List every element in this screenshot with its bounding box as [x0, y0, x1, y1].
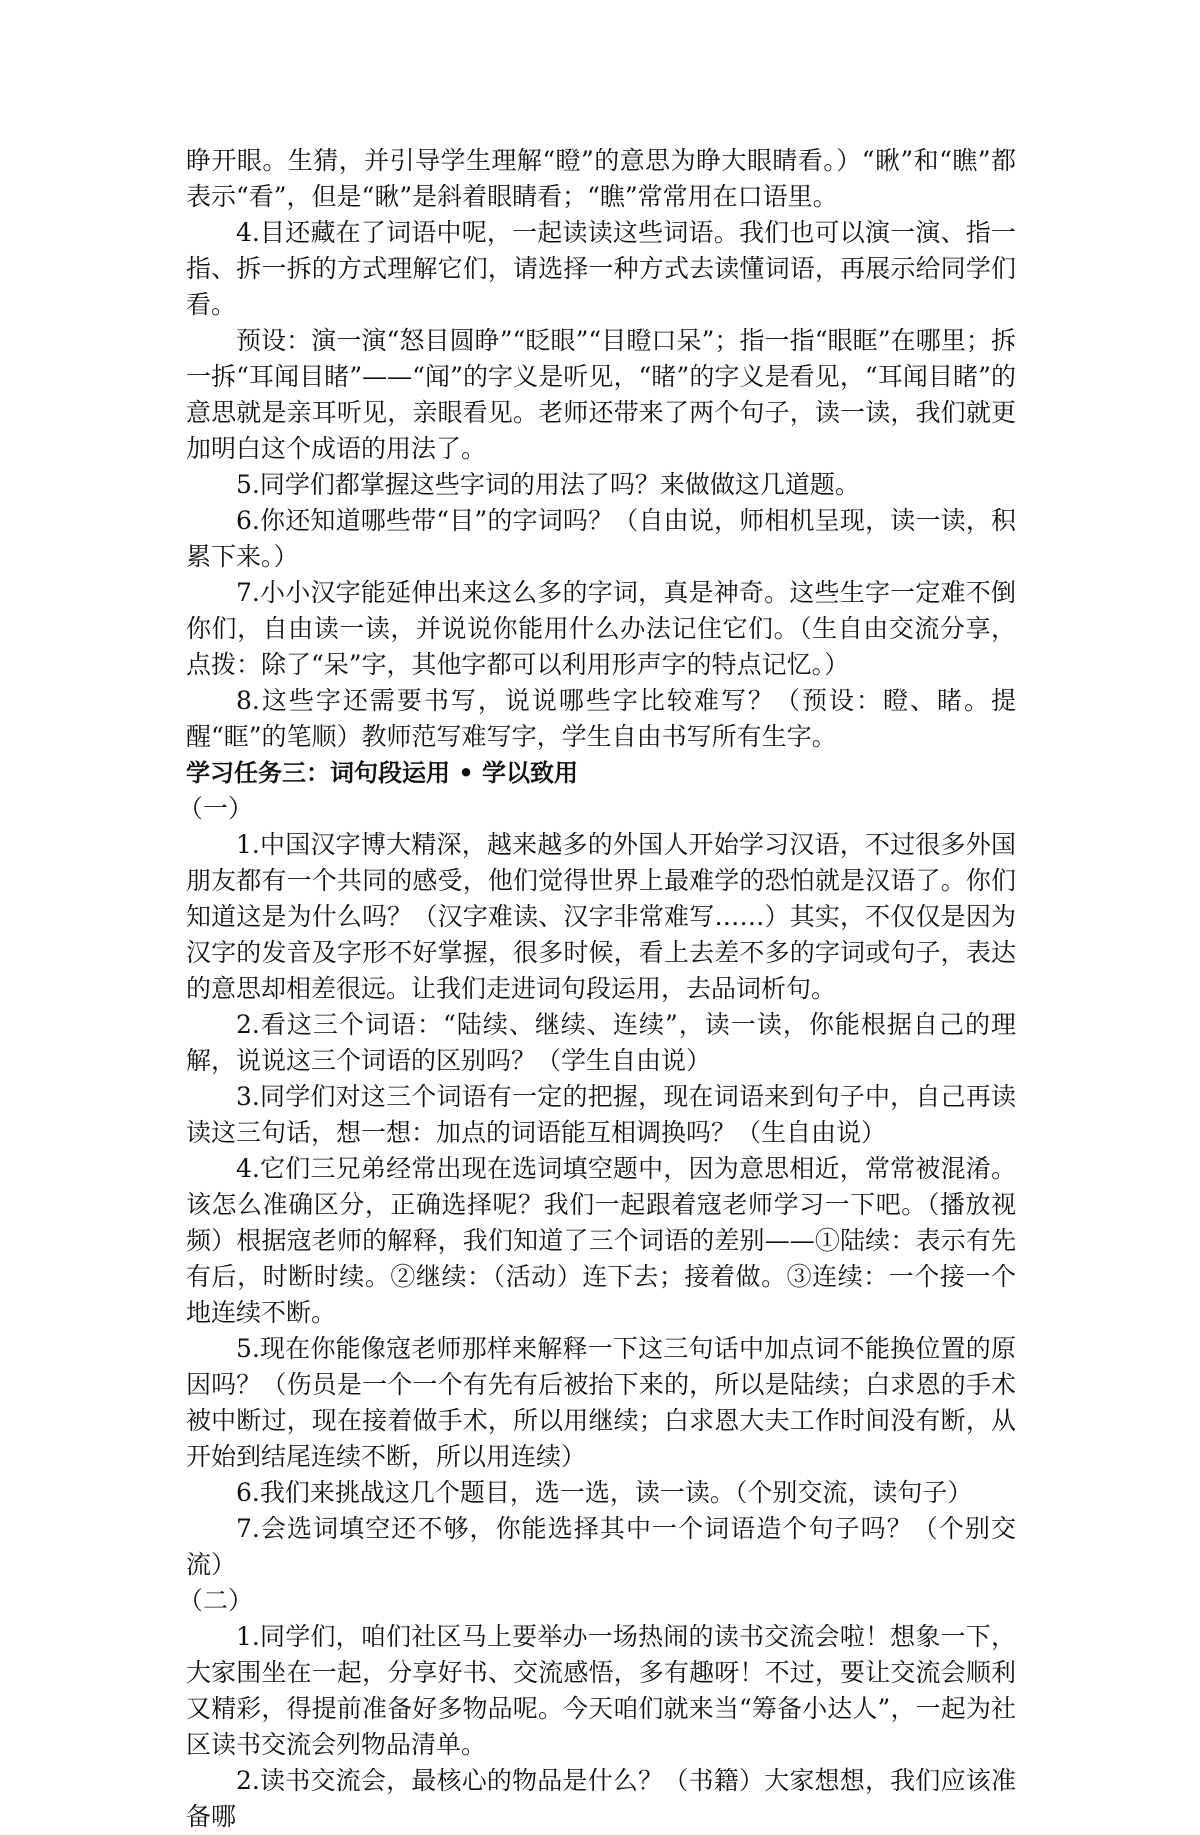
- paragraph-sub1-step-3: 3.同学们对这三个词语有一定的把握，现在词语来到句子中，自己再读读这三句话，想一想：加点的词语能互相调换吗？（生自由说）: [186, 1082, 1016, 1147]
- subsection-label-1: （一）: [178, 794, 254, 823]
- paragraph-preset: 预设：演一演“怒目圆睁”“眨眼”“目瞪口呆”；指一指“眼眶”在哪里；拆一拆“耳闻目睹”——“闻”的字义是听见，“睹”的字义是看见，“耳闻目睹”的意思就是亲耳听见，亲眼看见。老师还带来了两个句子，读一读，我们就更加明白这个成语的用法了。: [186, 326, 1016, 463]
- paragraph-continuation: 睁开眼。生猜，并引导学生理解“瞪”的意思为睁大眼睛看。）“瞅”和“瞧”都表示“看”，但是“瞅”是斜着眼睛看；“瞧”常常用在口语里。: [186, 146, 1016, 211]
- paragraph-step-6: 6.你还知道哪些带“目”的字词吗？（自由说，师相机呈现，读一读，积累下来。）: [186, 506, 1016, 571]
- paragraph-sub2-step-2: 2.读书交流会，最核心的物品是什么？（书籍）大家想想，我们应该准备哪: [186, 1766, 1016, 1831]
- section-heading-task-3: 学习任务三：词句段运用 • 学以致用: [186, 759, 579, 787]
- paragraph-sub1-step-2: 2.看这三个词语：“陆续、继续、连续”，读一读，你能根据自己的理解，说说这三个词语的区别吗？（学生自由说）: [186, 1010, 1016, 1075]
- paragraph-sub1-step-1: 1.中国汉字博大精深，越来越多的外国人开始学习汉语，不过很多外国朋友都有一个共同的感受，他们觉得世界上最难学的恐怕就是汉语了。你们知道这是为什么吗？（汉字难读、汉字非常难写……）其实，不仅仅是因为汉字的发音及字形不好掌握，很多时候，看上去差不多的字词或句子，表达的意思却相差很远。让我们走进词句段运用，去品词析句。: [186, 830, 1016, 1003]
- document-body: [178, 143, 1016, 1835]
- paragraph-step-4: 4.目还藏在了词语中呢，一起读读这些词语。我们也可以演一演、指一指、拆一拆的方式理解它们，请选择一种方式去读懂词语，再展示给同学们看。: [186, 218, 1016, 319]
- paragraph-step-8: 8.这些字还需要书写，说说哪些字比较难写？（预设：瞪、睹。提醒“眶”的笔顺）教师范写难写字，学生自由书写所有生字。: [186, 686, 1016, 751]
- paragraph-sub1-step-4: 4.它们三兄弟经常出现在选词填空题中，因为意思相近，常常被混淆。该怎么准确区分，正确选择呢？我们一起跟着寇老师学习一下吧。（播放视频）根据寇老师的解释，我们知道了三个词语的差别——①陆续：表示有先有后，时断时续。②继续：（活动）连下去；接着做。③连续：一个接一个地连续不断。: [186, 1154, 1016, 1327]
- paragraph-sub1-step-5: 5.现在你能像寇老师那样来解释一下这三句话中加点词不能换位置的原因吗？（伤员是一个一个有先有后被抬下来的，所以是陆续；白求恩的手术被中断过，现在接着做手术，所以用继续；白求恩大夫工作时间没有断，从开始到结尾连续不断，所以用连续）: [186, 1334, 1016, 1471]
- paragraph-sub1-step-7: 7.会选词填空还不够，你能选择其中一个词语造个句子吗？（个别交流）: [186, 1514, 1016, 1579]
- paragraph-step-5: 5.同学们都掌握这些字词的用法了吗？来做做这几道题。: [236, 470, 860, 499]
- paragraph-step-7: 7.小小汉字能延伸出来这么多的字词，真是神奇。这些生字一定难不倒你们，自由读一读，并说说你能用什么办法记住它们。（生自由交流分享，点拨：除了“呆”字，其他字都可以利用形声字的特点记忆。）: [186, 578, 1016, 679]
- paragraph-sub1-step-6: 6.我们来挑战这几个题目，选一选，读一读。（个别交流，读句子）: [236, 1478, 973, 1507]
- subsection-label-2: （二）: [178, 1586, 254, 1615]
- paragraph-sub2-step-1: 1.同学们，咱们社区马上要举办一场热闹的读书交流会啦！想象一下，大家围坐在一起，分享好书、交流感悟，多有趣呀！不过，要让交流会顺利又精彩，得提前准备好多物品呢。今天咱们就来当“筹备小达人”，一起为社区读书交流会列物品清单。: [186, 1622, 1016, 1759]
